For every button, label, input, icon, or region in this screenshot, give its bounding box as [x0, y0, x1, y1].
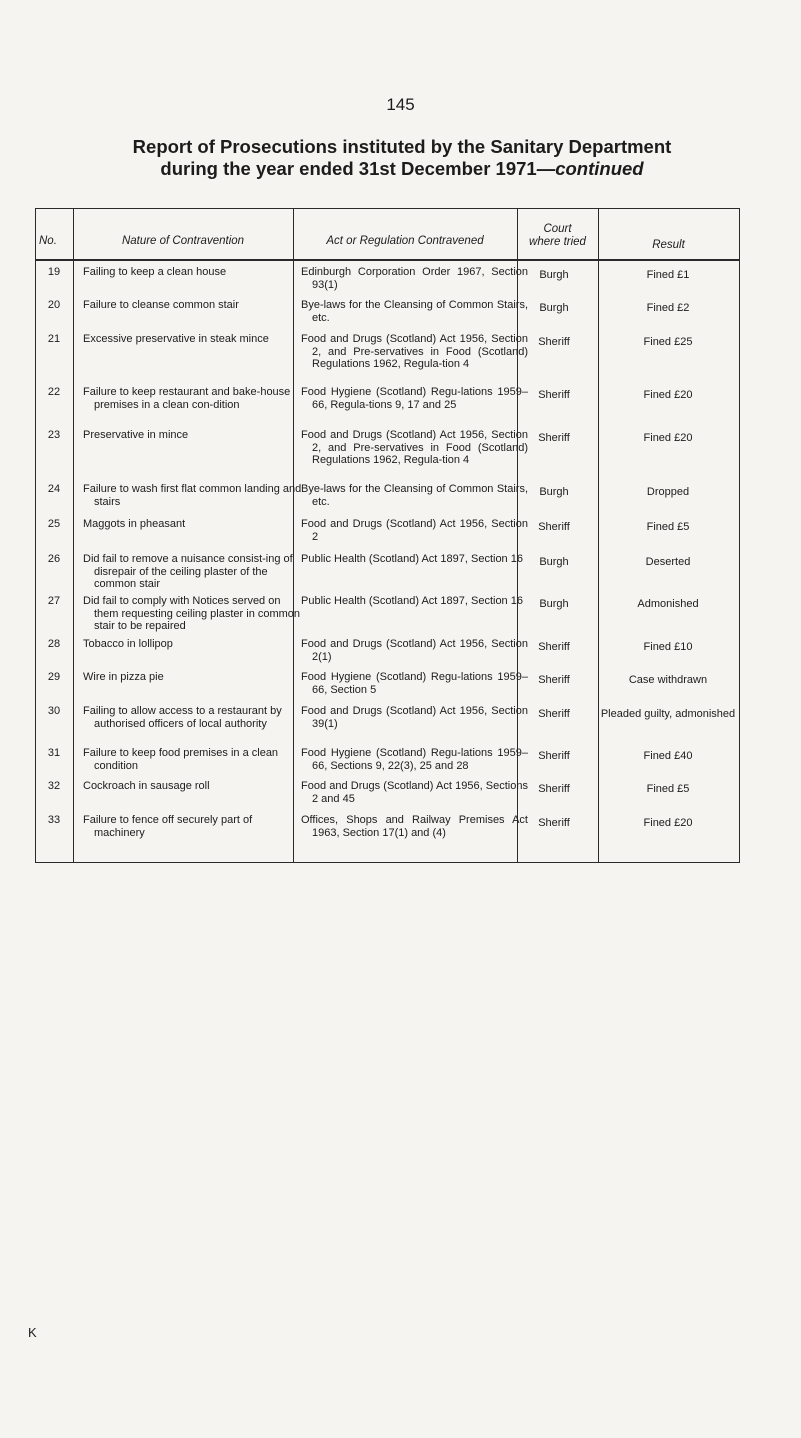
nature-of-contravention: Did fail to comply with Notices served on them requesting ceiling plaster in common stair to be repaired — [83, 595, 301, 632]
result: Fined £5 — [646, 783, 690, 795]
act-contravened: Food and Drugs (Scotland) Act 1956, Sections 2 and 45 — [301, 780, 528, 805]
nature-of-contravention: Failure to fence off securely part of machinery — [83, 814, 253, 839]
row-number: 21 — [47, 333, 61, 345]
row-number: 24 — [47, 483, 61, 495]
act-contravened: Food Hygiene (Scotland) Regu-lations 1959–66, Sections 9, 22(3), 25 and 28 — [301, 747, 528, 772]
act-contravened: Food Hygiene (Scotland) Regu-lations 1959–66, Section 5 — [301, 671, 528, 696]
act-contravened: Food and Drugs (Scotland) Act 1956, Section 2, and Pre-servatives in Food (Scotland) Regulations 1962, Regula-tion 4 — [301, 429, 528, 466]
row-number: 26 — [47, 553, 61, 565]
act-contravened: Offices, Shops and Railway Premises Act 1963, Section 17(1) and (4) — [301, 814, 528, 839]
result: Fined £20 — [643, 389, 693, 401]
title-continued: —continued — [536, 158, 644, 179]
result: Fined £40 — [643, 750, 693, 762]
table-top-rule — [35, 208, 740, 209]
header-court-line-1: Court — [543, 223, 572, 235]
row-number: 31 — [47, 747, 61, 759]
result: Fined £20 — [643, 432, 693, 444]
col-rule-6 — [739, 208, 740, 863]
page-number: 145 — [386, 95, 415, 114]
row-number: 30 — [47, 705, 61, 717]
header-result: Result — [652, 239, 685, 251]
header-rule — [35, 259, 740, 261]
title-line-2 — [42, 158, 762, 180]
nature-of-contravention: Failing to keep a clean house — [83, 266, 227, 278]
nature-of-contravention: Did fail to remove a nuisance consist-ing of disrepair of the ceiling plaster of the common stair — [83, 553, 293, 590]
nature-of-contravention: Failure to keep restaurant and bake-house premises in a clean con-dition — [83, 386, 291, 411]
row-number: 22 — [47, 386, 61, 398]
nature-of-contravention: Tobacco in lollipop — [83, 638, 173, 650]
nature-of-contravention: Excessive preservative in steak mince — [83, 333, 269, 345]
result: Deserted — [645, 556, 691, 568]
nature-of-contravention: Failing to allow access to a restaurant by authorised officers of local authority — [83, 705, 282, 730]
row-number: 29 — [47, 671, 61, 683]
act-contravened: Public Health (Scotland) Act 1897, Section 16 — [301, 595, 523, 607]
result: Fined £10 — [643, 641, 693, 653]
act-contravened: Food and Drugs (Scotland) Act 1956, Section 39(1) — [301, 705, 528, 730]
court-where-tried: Burgh — [539, 598, 569, 610]
result: Fined £5 — [646, 521, 690, 533]
court-where-tried: Burgh — [539, 486, 569, 498]
footer-mark: K — [28, 1325, 37, 1340]
court-where-tried: Sheriff — [538, 674, 570, 686]
nature-of-contravention: Wire in pizza pie — [83, 671, 164, 683]
header-nature: Nature of Contravention — [121, 235, 245, 247]
result: Fined £20 — [643, 817, 693, 829]
result: Pleaded guilty, admonished — [600, 708, 736, 720]
title-line-1: Report of Prosecutions instituted by the Sanitary Department — [132, 136, 672, 157]
header-court — [517, 223, 598, 249]
nature-of-contravention: Preservative in mince — [83, 429, 189, 441]
act-contravened: Food and Drugs (Scotland) Act 1956, Section 2, and Pre-servatives in Food (Scotland) Regulations 1962, Regula-tion 4 — [301, 333, 528, 370]
header-act: Act or Regulation Contravened — [326, 235, 484, 247]
row-number: 28 — [47, 638, 61, 650]
row-number: 19 — [47, 266, 61, 278]
result: Fined £1 — [646, 269, 690, 281]
result: Case withdrawn — [628, 674, 708, 686]
act-contravened: Bye-laws for the Cleansing of Common Stairs, etc. — [301, 483, 528, 508]
header-court-line-2: where tried — [529, 236, 586, 248]
row-number: 32 — [47, 780, 61, 792]
court-where-tried: Burgh — [539, 269, 569, 281]
act-contravened: Food and Drugs (Scotland) Act 1956, Section 2(1) — [301, 638, 528, 663]
nature-of-contravention: Failure to keep food premises in a clean condition — [83, 747, 279, 772]
result: Admonished — [637, 598, 699, 610]
row-number: 25 — [47, 518, 61, 530]
col-rule-2 — [73, 208, 74, 863]
row-number: 23 — [47, 429, 61, 441]
header-no: No. — [39, 235, 57, 247]
act-contravened: Edinburgh Corporation Order 1967, Section 93(1) — [301, 266, 528, 291]
court-where-tried: Sheriff — [538, 708, 570, 720]
court-where-tried: Burgh — [539, 556, 569, 568]
prosecutions-table — [35, 208, 740, 863]
court-where-tried: Sheriff — [538, 336, 570, 348]
nature-of-contravention: Failure to wash first flat common landing and stairs — [83, 483, 302, 508]
result: Fined £2 — [646, 302, 690, 314]
act-contravened: Bye-laws for the Cleansing of Common Stairs, etc. — [301, 299, 528, 324]
act-contravened: Public Health (Scotland) Act 1897, Section 16 — [301, 553, 523, 565]
result: Fined £25 — [643, 336, 693, 348]
court-where-tried: Sheriff — [538, 750, 570, 762]
nature-of-contravention: Failure to cleanse common stair — [83, 299, 239, 311]
row-number: 33 — [47, 814, 61, 826]
nature-of-contravention: Cockroach in sausage roll — [83, 780, 210, 792]
court-where-tried: Sheriff — [538, 783, 570, 795]
report-title — [42, 136, 762, 180]
court-where-tried: Sheriff — [538, 432, 570, 444]
nature-of-contravention: Maggots in pheasant — [83, 518, 186, 530]
court-where-tried: Burgh — [539, 302, 569, 314]
row-number: 20 — [47, 299, 61, 311]
table-bottom-rule — [35, 862, 740, 863]
act-contravened: Food Hygiene (Scotland) Regu-lations 1959–66, Regula-tions 9, 17 and 25 — [301, 386, 528, 411]
court-where-tried: Sheriff — [538, 817, 570, 829]
court-where-tried: Sheriff — [538, 389, 570, 401]
row-number: 27 — [47, 595, 61, 607]
court-where-tried: Sheriff — [538, 521, 570, 533]
title-line-2-main: during the year ended 31st December 1971 — [160, 158, 537, 179]
result: Dropped — [646, 486, 690, 498]
act-contravened: Food and Drugs (Scotland) Act 1956, Section 2 — [301, 518, 528, 543]
court-where-tried: Sheriff — [538, 641, 570, 653]
